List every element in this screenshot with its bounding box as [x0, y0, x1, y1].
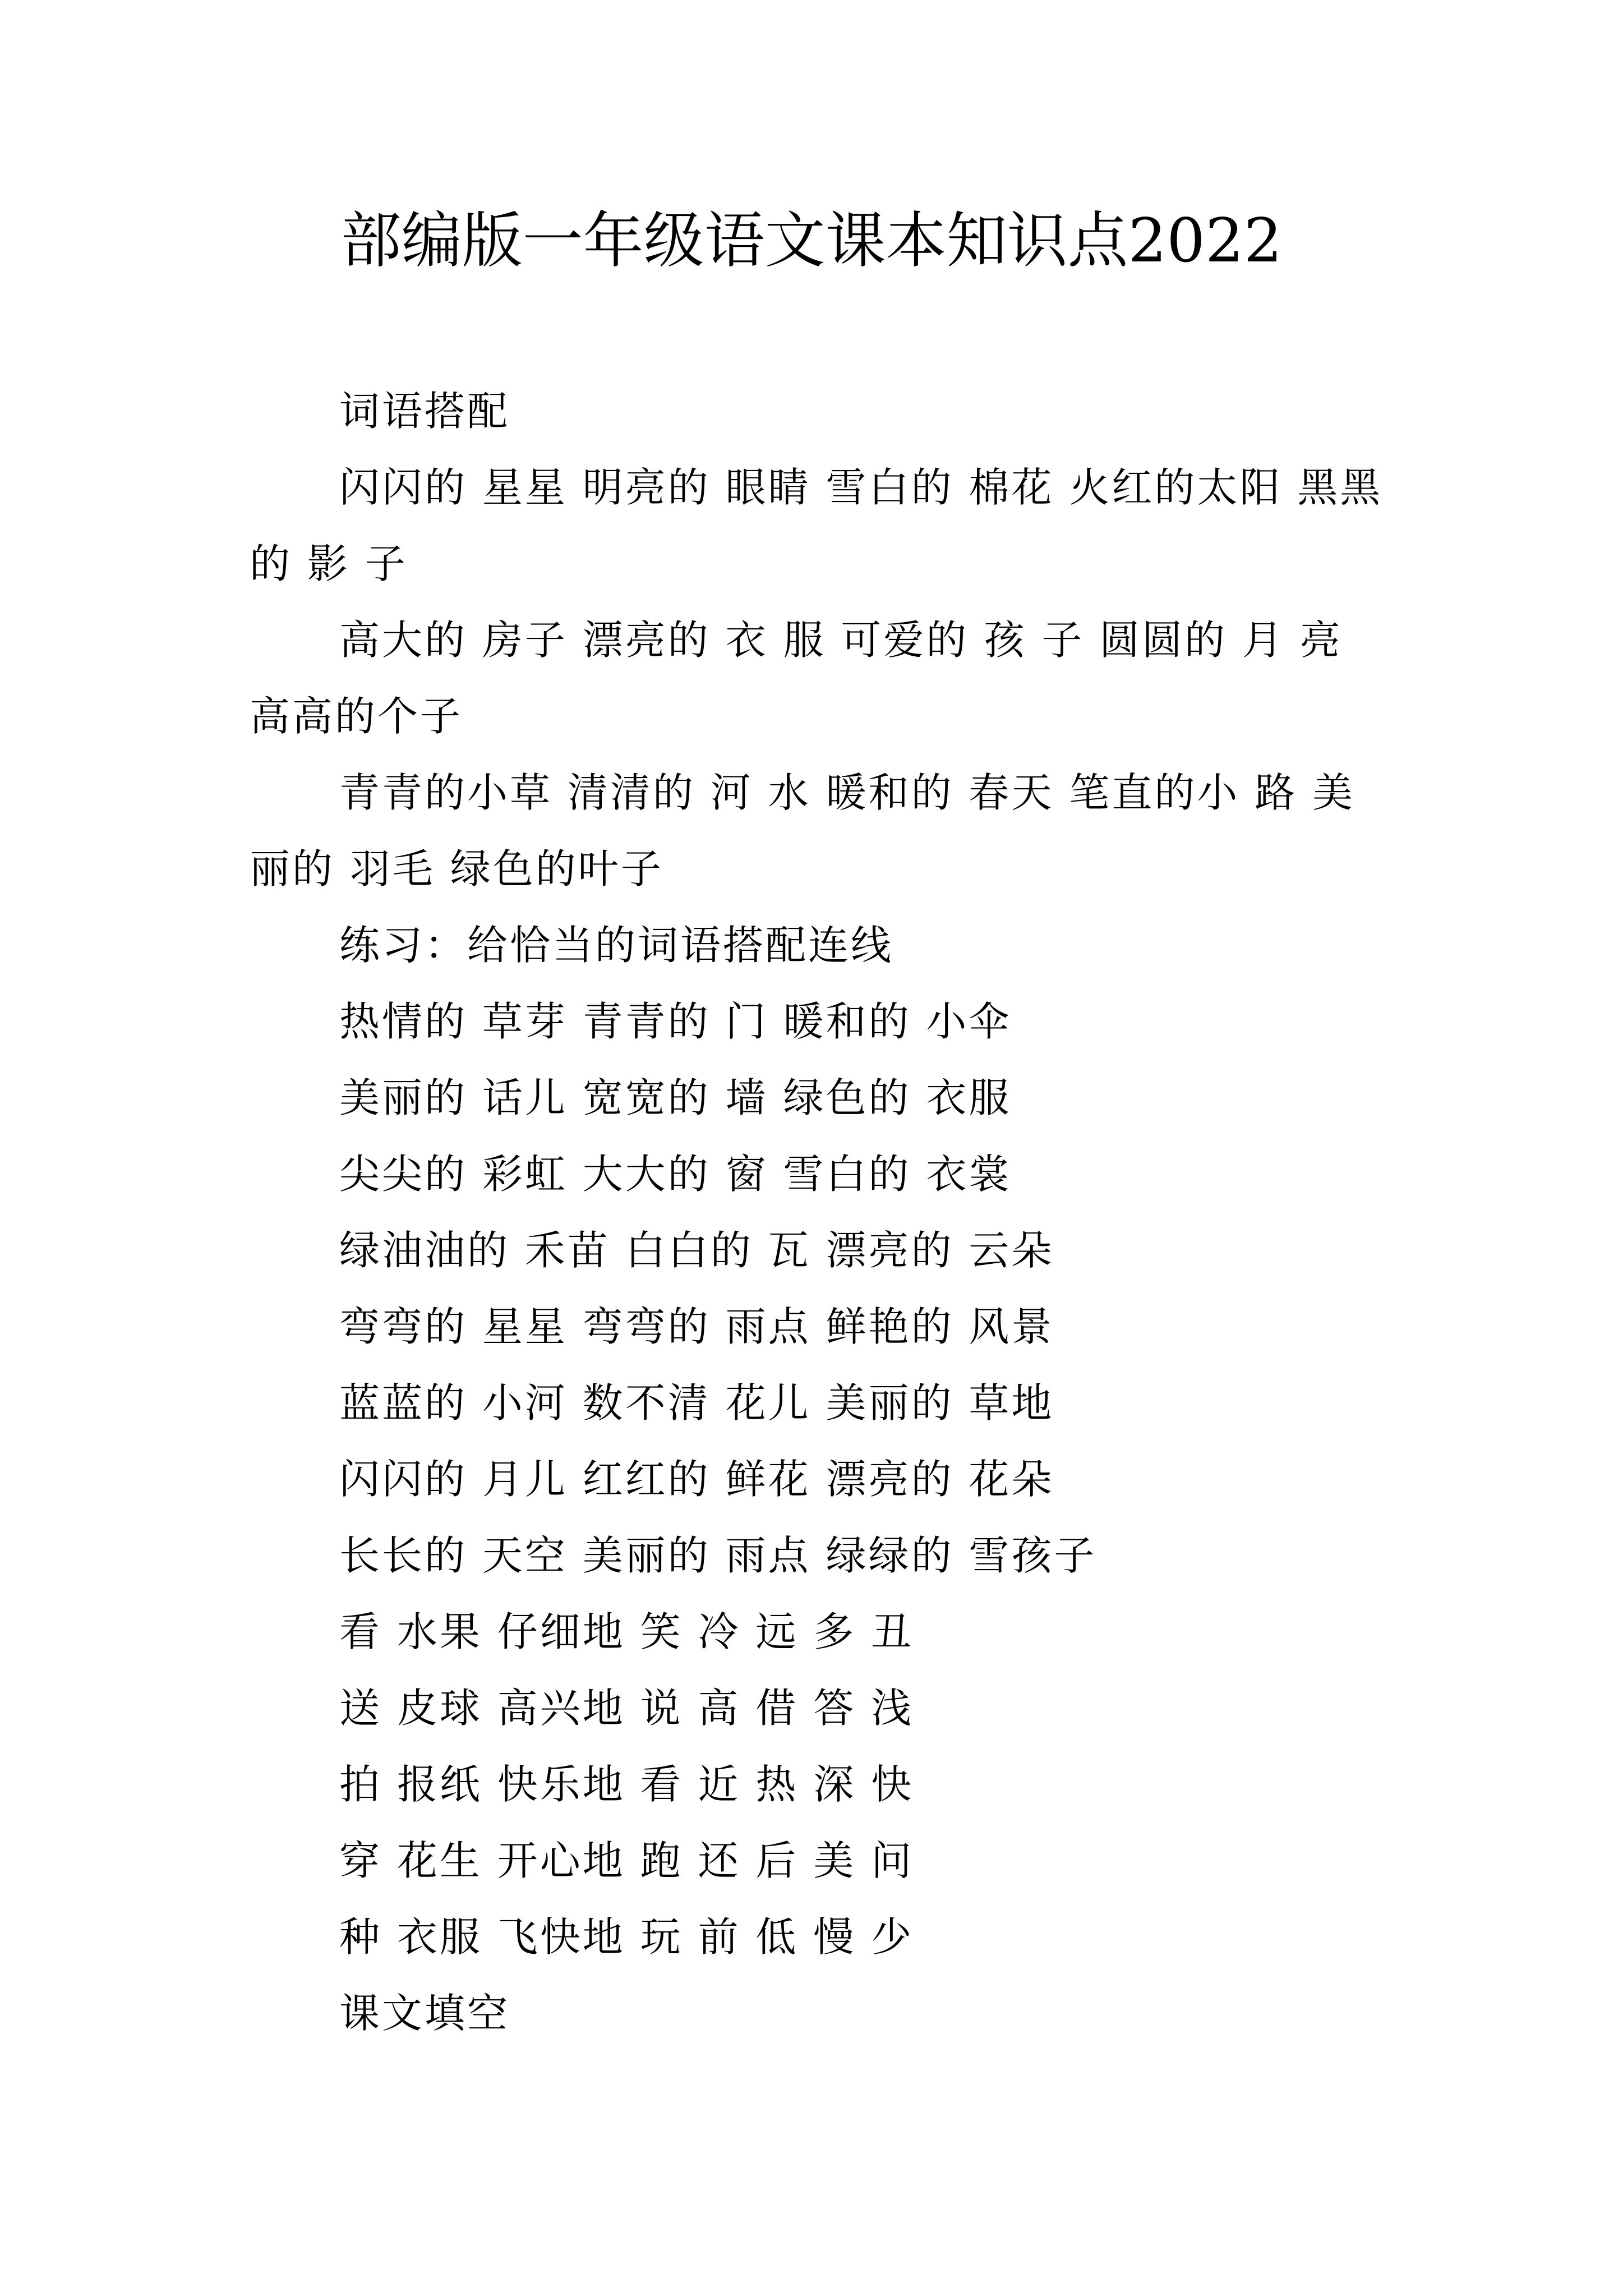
exercise-line: 弯弯的 星星 弯弯的 雨点 鲜艳的 风景	[339, 1303, 1054, 1350]
exercise-line: 穿 花生 开心地 跑 还 后 美 问	[339, 1837, 914, 1884]
exercise-instruction: 练习：给恰当的词语搭配连线	[339, 922, 894, 969]
exercise-line: 闪闪的 月儿 红红的 鲜花 漂亮的 花朵	[339, 1456, 1054, 1503]
section-heading-word-pairing: 词语搭配	[339, 388, 510, 435]
document-title: 部编版一年级语文课本知识点2022	[340, 206, 1283, 276]
exercise-line: 长长的 天空 美丽的 雨点 绿绿的 雪孩子	[339, 1532, 1097, 1579]
section-heading-fill-in: 课文填空	[339, 1990, 510, 2037]
exercise-line: 美丽的 话儿 宽宽的 墙 绿色的 衣服	[339, 1074, 1012, 1121]
paragraph: 闪闪的 星星 明亮的 眼睛 雪白的 棉花 火红的太阳 黑黑的 影 子	[250, 464, 1383, 587]
exercise-line: 绿油油的 禾苗 白白的 瓦 漂亮的 云朵	[339, 1227, 1054, 1274]
paragraph: 高大的 房子 漂亮的 衣 服 可爱的 孩 子 圆圆的 月 亮 高高的个子	[250, 616, 1343, 740]
exercise-line: 送 皮球 高兴地 说 高 借 答 浅	[339, 1685, 914, 1732]
exercise-line: 看 水果 仔细地 笑 冷 远 多 丑	[339, 1608, 914, 1655]
exercise-line: 尖尖的 彩虹 大大的 窗 雪白的 衣裳	[339, 1151, 1012, 1198]
paragraph: 青青的小草 清清的 河 水 暖和的 春天 笔直的小 路 美丽的 羽毛 绿色的叶子	[250, 769, 1355, 892]
document-body	[250, 373, 1394, 2051]
exercise-line: 拍 报纸 快乐地 看 近 热 深 快	[339, 1761, 914, 1808]
exercise-line: 热情的 草芽 青青的 门 暖和的 小伞	[339, 998, 1012, 1045]
exercise-line: 种 衣服 飞快地 玩 前 低 慢 少	[339, 1913, 914, 1961]
exercise-line: 蓝蓝的 小河 数不清 花儿 美丽的 草地	[339, 1379, 1054, 1427]
